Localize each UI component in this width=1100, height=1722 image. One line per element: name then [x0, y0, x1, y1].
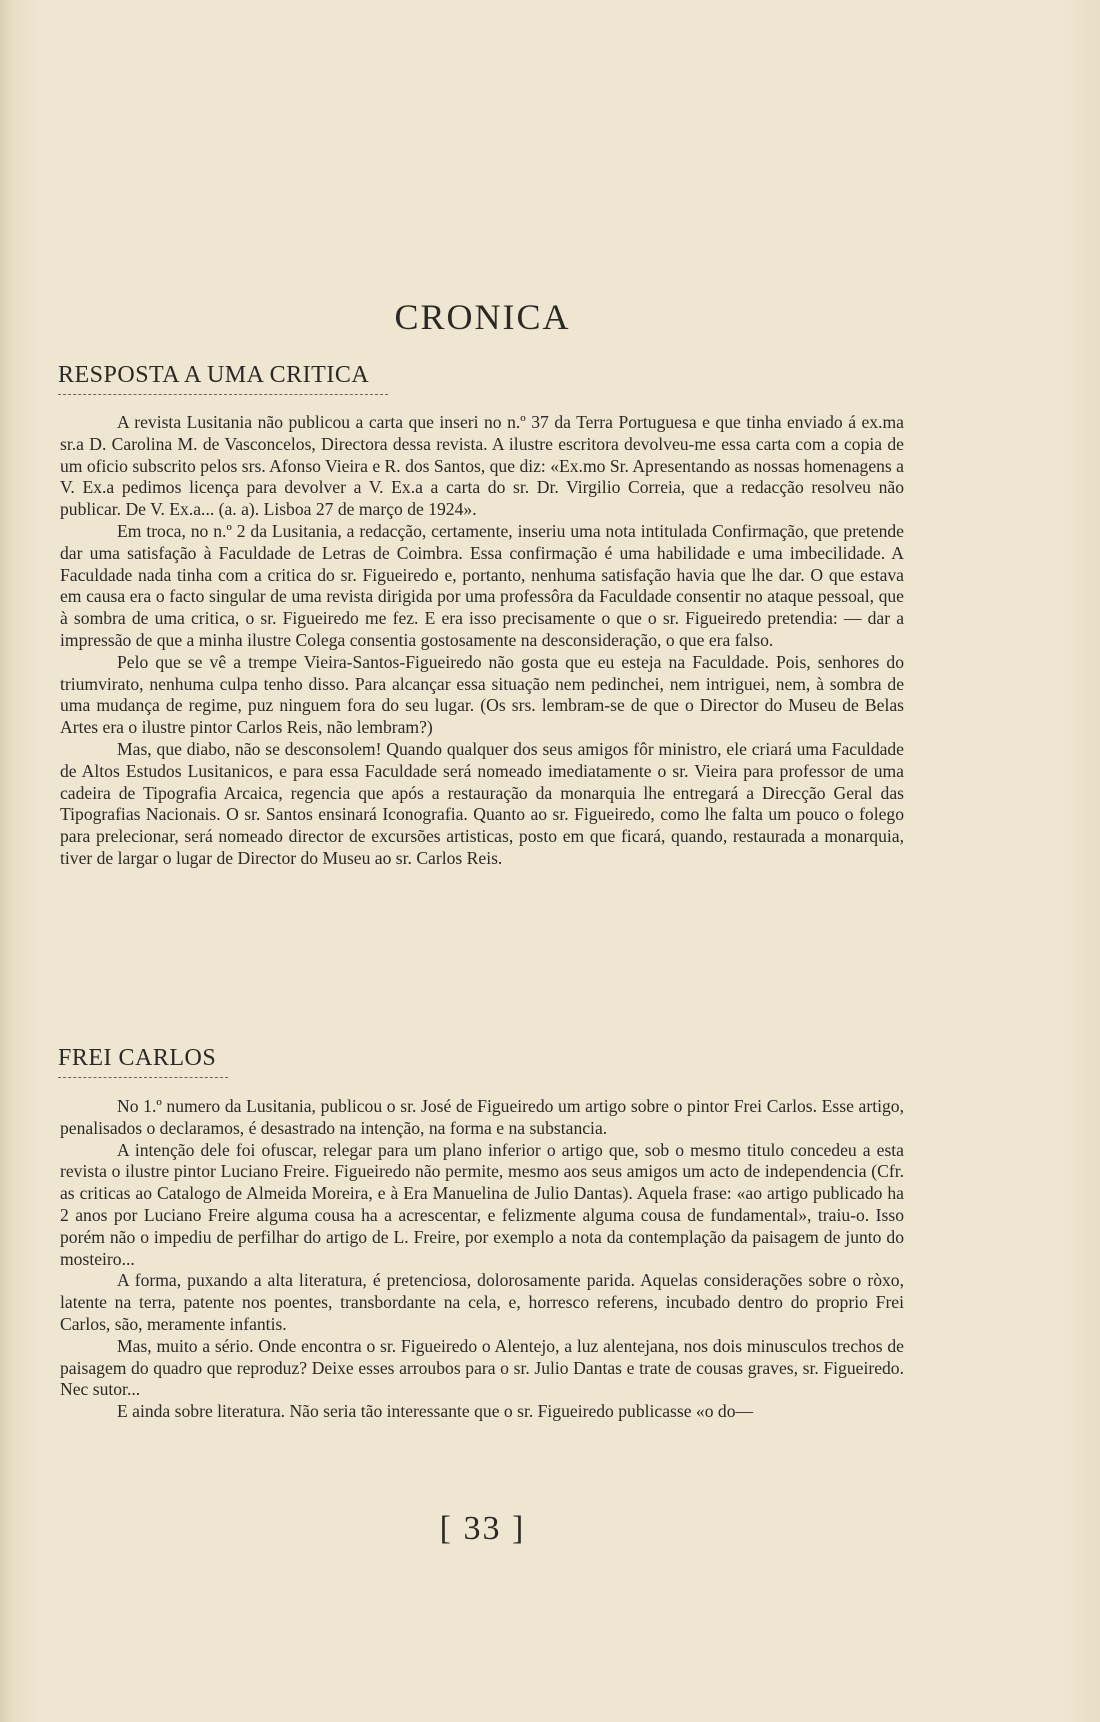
paragraph: A forma, puxando a alta literatura, é pretenciosa, dolorosamente parida. Aquelas considerações sobre o ròxo, latente na terra, patente nos poentes, transbordante na cela, e, horresco referens, incubado dentro do proprio Frei Carlos, são, meramente infantis. [60, 1270, 904, 1334]
page-number: [ 33 ] [439, 1510, 526, 1547]
section-body-frei-carlos [60, 1096, 904, 1423]
paragraph: A revista Lusitania não publicou a carta que inseri no n.º 37 da Terra Portuguesa e que tinha enviado á ex.ma sr.a D. Carolina M. de Vasconcelos, Directora dessa revista. A ilustre escritora devolveu-me essa carta com a copia de um oficio subscrito pelos srs. Afonso Vieira e R. dos Santos, que diz: «Ex.mo Sr. Apresentando as nossas homenagens a V. Ex.a pedimos licença para devolver a V. Ex.a a carta do sr. Dr. Virgilio Correia, que a redacção resolveu não publicar. De V. Ex.a... (a. a). Lisboa 27 de março de 1924». [60, 412, 904, 520]
section-heading-resposta: RESPOSTA A UMA CRITICA [58, 362, 388, 395]
paragraph: Mas, que diabo, não se desconsolem! Quando qualquer dos seus amigos fôr ministro, ele criará uma Faculdade de Altos Estudos Lusitanicos, e para essa Faculdade será nomeado imediatamente o sr. Vieira para professor de uma cadeira de Tipografia Arcaica, regencia que após a restauração da monarquia lhe entregará a Direcção Geral das Tipografias Nacionais. O sr. Santos ensinará Iconografia. Quanto ao sr. Figueiredo, como lhe falta um pouco o folego para prelecionar, será nomeado director de excursões artisticas, posto em que ficará, quando, restaurada a monarquia, tiver de largar o lugar de Director do Museu ao sr. Carlos Reis. [60, 738, 904, 868]
section-body-resposta [60, 412, 904, 870]
paragraph: No 1.º numero da Lusitania, publicou o sr. José de Figueiredo um artigo sobre o pintor Frei Carlos. Esse artigo, penalisados o declaramos, é desastrado na intenção, na forma e na substancia. [60, 1096, 904, 1138]
section-heading-frei-carlos: FREI CARLOS [58, 1045, 228, 1078]
paragraph: Em troca, no n.º 2 da Lusitania, a redacção, certamente, inseriu uma nota intitulada Confirmação, que pretende dar uma satisfação à Faculdade de Letras de Coimbra. Essa confirmação é uma habilidade e uma imbecilidade. A Faculdade nada tinha com a critica do sr. Figueiredo e, portanto, nenhuma satisfação havia que lhe dar. O que estava em causa era o facto singular de uma revista dirigida por uma professôra da Faculdade consentir no ataque pessoal, que à sombra de uma critica, o sr. Figueiredo me fez. E era isso precisamente o que o sr. Figueiredo pretendia: — dar a impressão de que a minha ilustre Colega consentia gostosamente na desconsideração, o que era falso. [60, 520, 904, 650]
paragraph: A intenção dele foi ofuscar, relegar para um plano inferior o artigo que, sob o mesmo titulo concedeu a esta revista o ilustre pintor Luciano Freire. Figueiredo não permite, mesmo aos seus amigos um acto de independencia (Cfr. as criticas ao Catalogo de Almeida Moreira, e à Era Manuelina de Julio Dantas). Aquela frase: «ao artigo publicado ha 2 anos por Luciano Freire alguma cousa ha a acrescentar, e felizmente alguma cousa de fundamental», traiu-o. Isso porém não o impediu de perfilhar do artigo de L. Freire, por exemplo a nota da contemplação da paisagem de junto do mosteiro... [60, 1139, 904, 1269]
paragraph: Pelo que se vê a trempe Vieira-Santos-Figueiredo não gosta que eu esteja na Faculdade. Pois, senhores do triumvirato, nenhuma culpa tenho disso. Para alcançar essa situação nem pedinchei, nem intriguei, nem, à sombra de uma mudança de regime, puz ninguem fora do seu lugar. (Os srs. lembram-se de que o Director do Museu de Belas Artes era o ilustre pintor Carlos Reis, não lembram?) [60, 651, 904, 738]
paragraph: E ainda sobre literatura. Não seria tão interessante que o sr. Figueiredo publicasse «o do— [117, 1401, 754, 1422]
paragraph: Mas, muito a sério. Onde encontra o sr. Figueiredo o Alentejo, a luz alentejana, nos dois minusculos trechos de paisagem do quadro que reproduz? Deixe esses arroubos para o sr. Julio Dantas e trate de cousas graves, sr. Figueiredo. Nec sutor... [60, 1335, 904, 1400]
running-title: CRONICA [394, 297, 571, 337]
